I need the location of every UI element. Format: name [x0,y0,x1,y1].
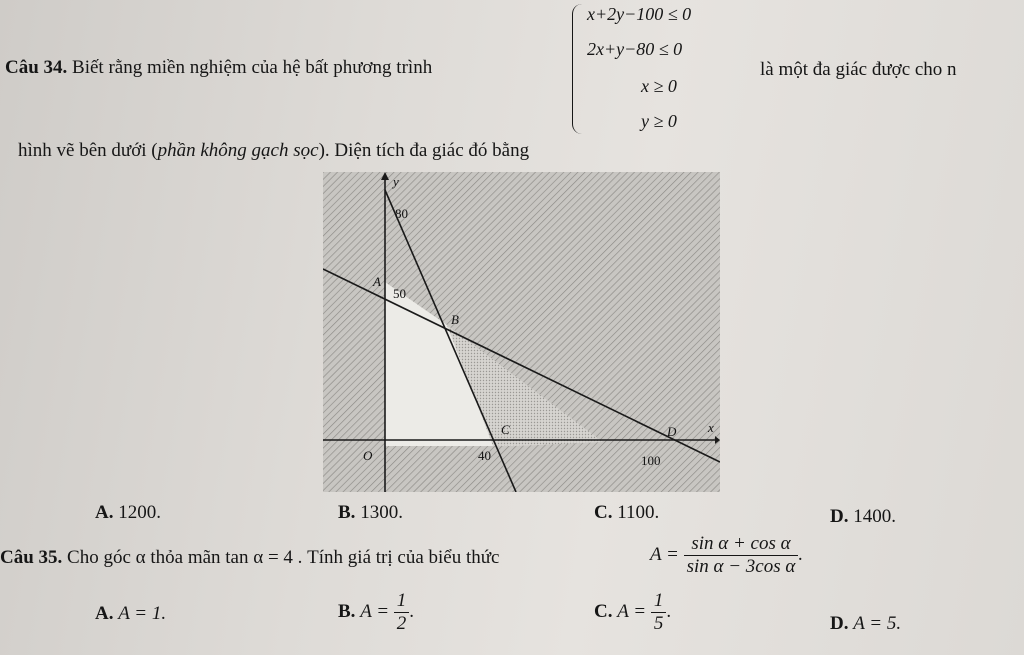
point-a-label: A [373,274,381,289]
tick-80: 80 [395,206,408,221]
answer-end: . [666,600,672,622]
answer-key: A. [95,603,114,624]
answer-key: A. [95,502,114,523]
q34-line2 [18,140,529,162]
expr-fraction [684,533,799,578]
answer-fraction [651,590,667,635]
q34-line2-end: ). Diện tích đa giác đó bằng [318,140,530,161]
answer-numerator: 1 [394,590,410,613]
q35-answer-a[interactable] [95,603,166,625]
expr-numerator: sin α + cos α [684,533,799,556]
q34-line2-start: hình vẽ bên dưới ( [18,140,158,161]
q35-text: Cho góc α thỏa mãn tan α = 4 . Tính giá trị của biểu thức [67,547,500,568]
q34-line1 [5,57,432,79]
q34-line2-italic: phần không gạch sọc [157,140,319,161]
q35-answer-d[interactable] [830,613,901,635]
q35-label: Câu 35. [0,547,63,568]
answer-key: B. [338,600,356,622]
inequality-1: x+2y−100 ≤ 0 [587,4,692,24]
inequality-2: 2x+y−80 ≤ 0 [587,39,683,59]
q35-line [0,547,499,569]
origin-label: O [363,448,373,463]
q35-answer-b[interactable] [338,590,414,635]
answer-value: 1400. [853,506,896,527]
y-axis-label: y [393,174,399,189]
point-c-label: C [501,422,510,437]
q34-lead: Biết rằng miền nghiệm của hệ bất phương trình [72,57,433,78]
q34-answer-b[interactable] [338,502,403,524]
q34-answer-d[interactable] [830,506,896,528]
tick-40: 40 [478,448,491,463]
answer-denominator: 5 [653,613,664,634]
answer-lhs: A = [617,600,647,622]
answer-value: A = 1. [118,603,167,624]
point-d-label: D [667,424,677,439]
q35-answer-c[interactable] [594,590,671,635]
q35-expression [650,533,803,578]
answer-key: D. [830,613,849,634]
answer-numerator: 1 [651,590,667,613]
answer-end: . [409,600,415,622]
answer-key: C. [594,502,613,523]
feasible-region-graph [323,172,720,492]
answer-lhs: A = [360,600,390,622]
answer-fraction [394,590,410,635]
answer-value: 1100. [617,502,660,523]
tick-50: 50 [393,286,406,301]
answer-value: A = 5. [853,613,902,634]
expr-end: . [798,543,804,565]
expr-denominator: sin α − 3cos α [686,556,796,577]
q34-answer-c[interactable] [594,502,659,524]
q34-label: Câu 34. [5,57,68,78]
answer-value: 1200. [118,502,161,523]
q34-tail: là một đa giác được cho n [760,59,957,80]
q34-answer-a[interactable] [95,502,161,524]
expr-lhs: A = [650,543,679,565]
inequality-4: y ≥ 0 [641,111,677,131]
inequality-system [572,4,753,134]
answer-key: C. [594,600,613,622]
answer-denominator: 2 [396,613,407,634]
tick-100: 100 [641,453,661,468]
inequality-3: x ≥ 0 [641,76,677,96]
x-axis-label: x [708,420,714,435]
answer-value: 1300. [360,502,403,523]
answer-key: B. [338,502,356,523]
answer-key: D. [830,506,849,527]
point-b-label: B [451,312,459,327]
